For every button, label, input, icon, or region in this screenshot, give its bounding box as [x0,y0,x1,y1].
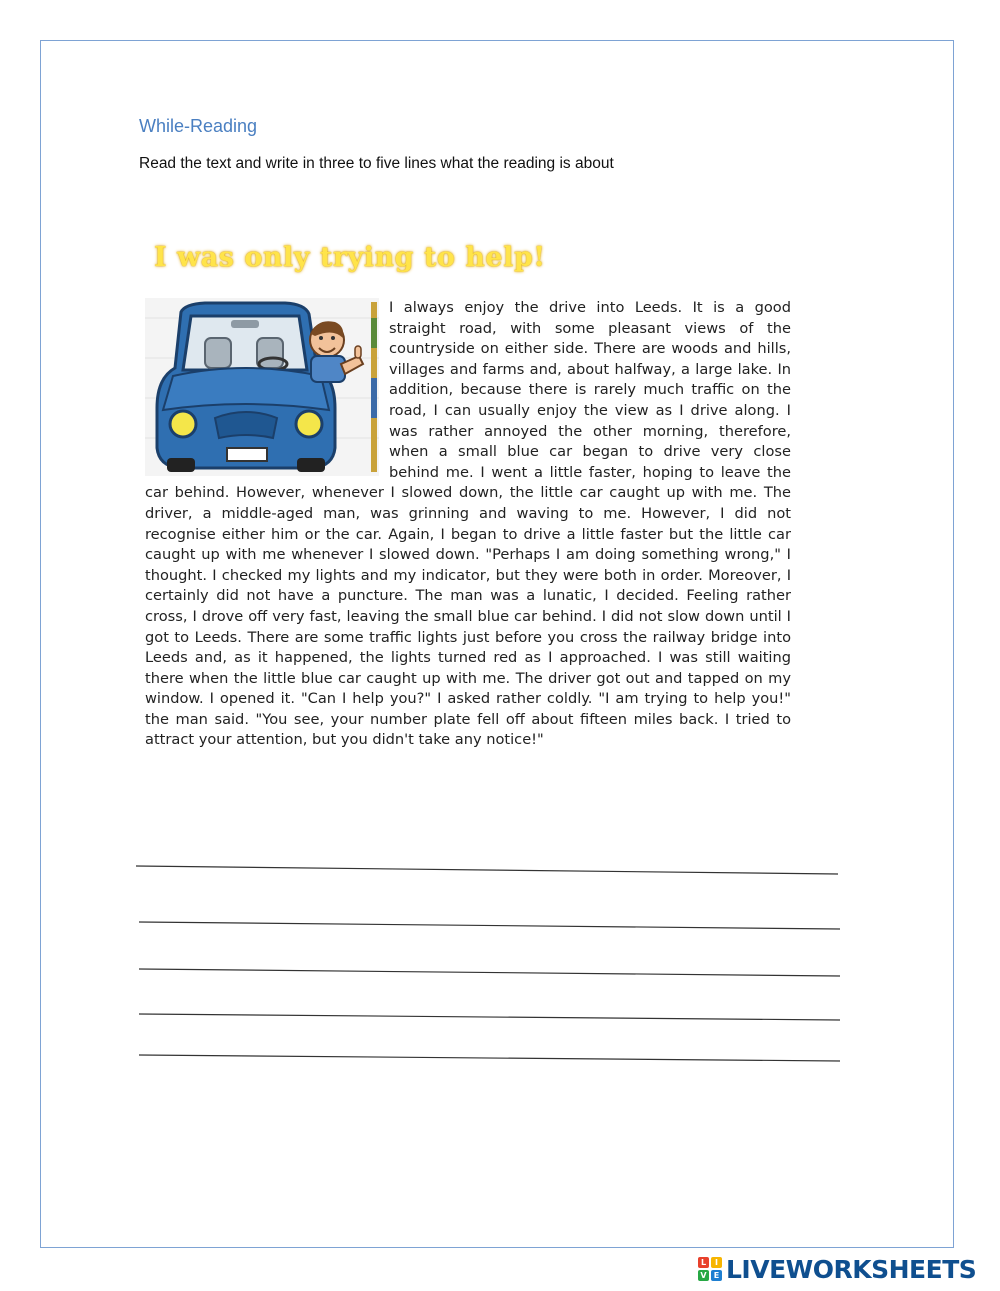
section-heading: While-Reading [139,116,258,136]
liveworksheets-logo [698,1256,976,1282]
logo-block-l: L [698,1257,709,1268]
logo-blocks-icon [698,1257,722,1281]
reading-passage [145,298,791,751]
car-driver-illustration-icon [145,298,379,476]
reading-title: I was only trying to help! [154,242,546,273]
logo-text: LIVEWORKSHEETS [726,1254,977,1284]
logo-block-v: V [698,1270,709,1281]
reading-text-image [140,232,795,772]
logo-block-i: I [711,1257,722,1268]
logo-block-e: E [711,1270,722,1281]
reading-passage-text: I always enjoy the drive into Leeds. It is a good straight road, with some pleasant views of the countryside on either side. There are woods and hills, villages and farms and, about halfway, a large lake. In addition, because there is rarely much traffic on the road, I can usually enjoy the view as I drive along. I was rather annoyed the other morning, therefore, when a small blue car began to drive very close behind me. I went a little faster, hoping to leave the car behind. However, whenever I slowed down, the little car caught up with me. The driver, a middle-aged man, was grinning and waving to me. However, I did not recognise either him or the car. Again, I began to drive a little faster but the little car caught up with me whenever I slowed down. "Perhaps I am doing something wrong," I thought. I checked my lights and my indicator, but they were both in order. Moreover, I certainly did not have a puncture. The man was a lunatic, I decided. Feeling rather cross, I drove off very fast, leaving the small blue car behind. I did not slow down until I got to Leeds. There are some traffic lights just before you cross the railway bridge into Leeds and, as it happened, the lights turned red as I approached. I was still waiting there when the little blue car caught up with me. The driver got out and tapped on my window. I opened it. "Can I help you?" I asked rather coldly. "I am trying to help you!" the man said. "You see, your number plate fell off about fifteen miles back. I tried to attract your attention, but you didn't take any notice!" [145,299,791,749]
instruction-text: Read the text and write in three to five lines what the reading is about [139,155,614,172]
